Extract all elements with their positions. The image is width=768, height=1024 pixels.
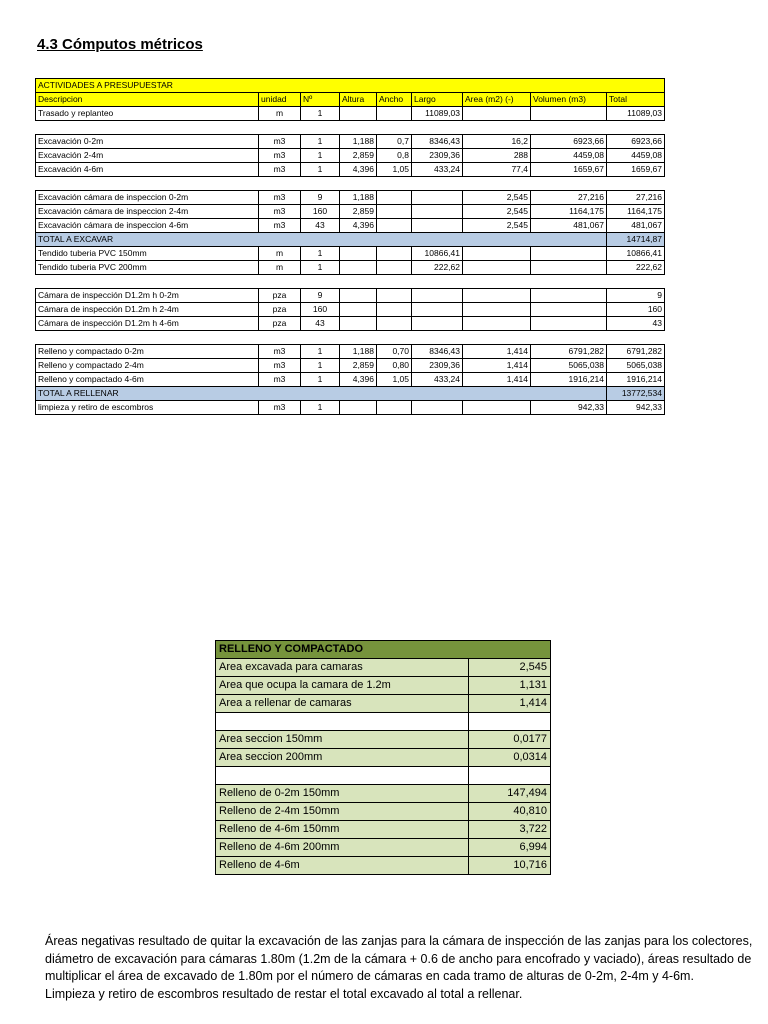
table-cell (377, 317, 412, 331)
table-cell: Relleno y compactado 2-4m (36, 359, 259, 373)
table-cell: Cámara de inspección D1.2m h 4-6m (36, 317, 259, 331)
relleno-row (216, 785, 551, 803)
table-cell: pza (259, 317, 301, 331)
table-cell (340, 107, 377, 121)
table-cell: m3 (259, 149, 301, 163)
table-cell (531, 247, 607, 261)
table-cell: 43 (301, 317, 340, 331)
total-value: 14714,87 (607, 233, 665, 247)
blank-cell (340, 121, 377, 135)
relleno-row (216, 749, 551, 767)
table-cell: 160 (301, 205, 340, 219)
table-cell: 10866,41 (607, 247, 665, 261)
relleno-value: 10,716 (469, 857, 551, 875)
column-header: Altura (340, 93, 377, 107)
table-cell: 1,414 (463, 373, 531, 387)
relleno-value (469, 713, 551, 731)
blank-cell (259, 275, 301, 289)
relleno-value: 1,414 (469, 695, 551, 713)
table-cell: Tendido tuberia PVC 150mm (36, 247, 259, 261)
table-cell: 2309,36 (412, 359, 463, 373)
relleno-value: 3,722 (469, 821, 551, 839)
total-label: TOTAL A EXCAVAR (36, 233, 607, 247)
table-row (36, 373, 665, 387)
blank-cell (412, 177, 463, 191)
table-cell (377, 191, 412, 205)
table-cell: 1 (301, 149, 340, 163)
relleno-value: 2,545 (469, 659, 551, 677)
relleno-header-row (216, 641, 551, 659)
table-cell (377, 107, 412, 121)
table-cell (463, 317, 531, 331)
total-value: 13772,534 (607, 387, 665, 401)
table-cell: 27,216 (531, 191, 607, 205)
table-cell: Excavación cámara de inspeccion 2-4m (36, 205, 259, 219)
table-cell: 8346,43 (412, 135, 463, 149)
blank-cell (412, 275, 463, 289)
blank-cell (259, 121, 301, 135)
table-cell: 481,067 (607, 219, 665, 233)
table-cell (340, 303, 377, 317)
blank-cell (340, 331, 377, 345)
table-cell (340, 317, 377, 331)
table-cell: 1659,67 (607, 163, 665, 177)
header-row (36, 93, 665, 107)
table-cell: 1 (301, 261, 340, 275)
table-cell: 2,859 (340, 149, 377, 163)
table-cell: Tendido tuberia PVC 200mm (36, 261, 259, 275)
relleno-label: Area que ocupa la camara de 1.2m (216, 677, 469, 695)
blank-row (36, 121, 665, 135)
blank-cell (463, 121, 531, 135)
blank-cell (531, 275, 607, 289)
relleno-row (216, 821, 551, 839)
blank-row (36, 177, 665, 191)
table-cell: 6791,282 (531, 345, 607, 359)
table-cell: 6791,282 (607, 345, 665, 359)
table-cell: 16,2 (463, 135, 531, 149)
table-cell (531, 261, 607, 275)
table-cell: Trasado y replanteo (36, 107, 259, 121)
relleno-value: 147,494 (469, 785, 551, 803)
table-cell: 9 (301, 191, 340, 205)
relleno-label: Area seccion 150mm (216, 731, 469, 749)
table-cell (377, 205, 412, 219)
table-cell (412, 205, 463, 219)
table-cell: 1,188 (340, 345, 377, 359)
table-cell: 1 (301, 373, 340, 387)
table-cell: 0,8 (377, 149, 412, 163)
note-paragraph: Limpieza y retiro de escombros resultado de restar el total excavado al total a rellenar. (45, 986, 523, 1001)
table-cell: 288 (463, 149, 531, 163)
column-header: Nº (301, 93, 340, 107)
table-cell: m3 (259, 373, 301, 387)
table-cell (531, 303, 607, 317)
table-cell: 8346,43 (412, 345, 463, 359)
table-cell: 2,859 (340, 205, 377, 219)
table-row (36, 107, 665, 121)
table-cell: 0,70 (377, 345, 412, 359)
blank-cell (412, 331, 463, 345)
table-cell: 4,396 (340, 219, 377, 233)
table-row (36, 219, 665, 233)
table-row (36, 359, 665, 373)
relleno-label: Relleno de 4-6m 200mm (216, 839, 469, 857)
table-cell: 6923,66 (607, 135, 665, 149)
table-cell: m3 (259, 191, 301, 205)
relleno-value: 1,131 (469, 677, 551, 695)
section-header: ACTIVIDADES A PRESUPUESTAR (36, 79, 665, 93)
table-cell: 1,188 (340, 135, 377, 149)
notes (45, 933, 755, 1003)
table-row (36, 345, 665, 359)
table-cell: Excavación 0-2m (36, 135, 259, 149)
table-cell: 433,24 (412, 163, 463, 177)
relleno-row (216, 695, 551, 713)
table-row (36, 163, 665, 177)
table-cell: 1 (301, 401, 340, 415)
table-cell: Relleno y compactado 4-6m (36, 373, 259, 387)
relleno-row (216, 839, 551, 857)
table-cell: 4459,08 (531, 149, 607, 163)
total-row (36, 387, 665, 401)
table-row (36, 261, 665, 275)
blank-cell (340, 177, 377, 191)
blank-cell (531, 121, 607, 135)
blank-cell (463, 331, 531, 345)
table-cell: 11089,03 (412, 107, 463, 121)
table-cell (412, 289, 463, 303)
table-cell: 481,067 (531, 219, 607, 233)
table-cell: 11089,03 (607, 107, 665, 121)
blank-cell (463, 177, 531, 191)
blank-cell (607, 331, 665, 345)
table-cell: 1,188 (340, 191, 377, 205)
table-cell (531, 317, 607, 331)
table-cell: 942,33 (531, 401, 607, 415)
column-header: Total (607, 93, 665, 107)
blank-row (36, 275, 665, 289)
column-header: Area (m2) (-) (463, 93, 531, 107)
relleno-label (216, 767, 469, 785)
table-cell (412, 191, 463, 205)
table-cell: 5065,038 (607, 359, 665, 373)
column-header: Descripcion (36, 93, 259, 107)
table-row (36, 149, 665, 163)
relleno-value: 0,0177 (469, 731, 551, 749)
relleno-value: 40,810 (469, 803, 551, 821)
relleno-row (216, 803, 551, 821)
blank-cell (259, 331, 301, 345)
table-cell: 1916,214 (607, 373, 665, 387)
column-header: Ancho (377, 93, 412, 107)
table-cell: 2,545 (463, 219, 531, 233)
table-cell: 10866,41 (412, 247, 463, 261)
table-cell: 77,4 (463, 163, 531, 177)
table-cell: m3 (259, 163, 301, 177)
table-cell: Excavación 2-4m (36, 149, 259, 163)
table-cell: 4,396 (340, 163, 377, 177)
blank-cell (463, 275, 531, 289)
table-cell (340, 247, 377, 261)
table-cell: m (259, 107, 301, 121)
table-cell (340, 289, 377, 303)
table-cell: Cámara de inspección D1.2m h 0-2m (36, 289, 259, 303)
blank-cell (607, 275, 665, 289)
blank-cell (301, 177, 340, 191)
table-cell (463, 107, 531, 121)
relleno-table (215, 640, 551, 875)
blank-cell (607, 121, 665, 135)
table-cell: Excavación 4-6m (36, 163, 259, 177)
relleno-value (469, 767, 551, 785)
table-cell: 1916,214 (531, 373, 607, 387)
total-row (36, 233, 665, 247)
table-row (36, 303, 665, 317)
column-header: Volumen (m3) (531, 93, 607, 107)
table-cell: 43 (301, 219, 340, 233)
table-row (36, 247, 665, 261)
table-cell: 1 (301, 107, 340, 121)
note-paragraph: Áreas negativas resultado de quitar la excavación de las zanjas para la cámara de inspección de las zanjas para los colectores, diámetro de excavación para cámaras 1.80m (1.2m de la cámara + 0.6 de ancho para encofrado y vaciado), áreas resultado de multiplicar el área de excavado de 1.80m por el número de cámaras en cada tramo de alturas de 0-2m, 2-4m y 4-6m. (45, 934, 753, 983)
table-cell: m3 (259, 205, 301, 219)
table-row (36, 317, 665, 331)
table-row (36, 205, 665, 219)
table-cell (531, 289, 607, 303)
table-cell (377, 247, 412, 261)
table-cell: m3 (259, 359, 301, 373)
blank-cell (531, 331, 607, 345)
page-title: 4.3 Cómputos métricos (37, 36, 203, 53)
table-cell: 4459,08 (607, 149, 665, 163)
relleno-value: 0,0314 (469, 749, 551, 767)
table-cell (463, 401, 531, 415)
table-cell: 2,545 (463, 191, 531, 205)
blank-cell (36, 275, 259, 289)
table-cell (377, 219, 412, 233)
table-cell (531, 107, 607, 121)
table-cell: 1 (301, 163, 340, 177)
table-cell: Excavación cámara de inspeccion 4-6m (36, 219, 259, 233)
table-cell (463, 247, 531, 261)
blank-cell (301, 331, 340, 345)
table-cell: 9 (607, 289, 665, 303)
relleno-label: Relleno de 4-6m 150mm (216, 821, 469, 839)
relleno-row (216, 659, 551, 677)
table-cell: 433,24 (412, 373, 463, 387)
relleno-label: Area a rellenar de camaras (216, 695, 469, 713)
blank-row (216, 767, 551, 785)
table-cell: 1 (301, 359, 340, 373)
table-row (36, 401, 665, 415)
blank-cell (377, 121, 412, 135)
relleno-row (216, 677, 551, 695)
table-cell: 2309,36 (412, 149, 463, 163)
table-cell (412, 317, 463, 331)
blank-cell (36, 331, 259, 345)
table-cell: m3 (259, 135, 301, 149)
table-cell: 1,05 (377, 373, 412, 387)
table-cell: 0,80 (377, 359, 412, 373)
blank-cell (412, 121, 463, 135)
blank-cell (36, 177, 259, 191)
blank-cell (377, 331, 412, 345)
relleno-value: 6,994 (469, 839, 551, 857)
blank-cell (301, 121, 340, 135)
table-cell: 222,62 (412, 261, 463, 275)
blank-cell (377, 177, 412, 191)
table-cell: 2,545 (463, 205, 531, 219)
table-cell: 27,216 (607, 191, 665, 205)
table-cell: 1,414 (463, 359, 531, 373)
table-cell: 1 (301, 247, 340, 261)
table-cell (412, 303, 463, 317)
table-cell: pza (259, 289, 301, 303)
relleno-label (216, 713, 469, 731)
blank-row (216, 713, 551, 731)
table-cell (412, 401, 463, 415)
relleno-row (216, 857, 551, 875)
table-cell: 1 (301, 135, 340, 149)
relleno-row (216, 731, 551, 749)
table-cell: 942,33 (607, 401, 665, 415)
table-cell: 160 (607, 303, 665, 317)
section-header-row (36, 79, 665, 93)
table-cell (463, 303, 531, 317)
table-cell: 43 (607, 317, 665, 331)
table-cell: limpieza y retiro de escombros (36, 401, 259, 415)
table-cell: 1,414 (463, 345, 531, 359)
blank-cell (377, 275, 412, 289)
relleno-label: Area excavada para camaras (216, 659, 469, 677)
blank-row (36, 331, 665, 345)
table-cell: 4,396 (340, 373, 377, 387)
blank-cell (340, 275, 377, 289)
table-cell: m (259, 261, 301, 275)
table-cell (463, 261, 531, 275)
table-cell (340, 401, 377, 415)
total-label: TOTAL A RELLENAR (36, 387, 607, 401)
table-cell: 6923,66 (531, 135, 607, 149)
blank-cell (36, 121, 259, 135)
relleno-label: Relleno de 4-6m (216, 857, 469, 875)
table-cell: 222,62 (607, 261, 665, 275)
budget-table (35, 78, 665, 415)
column-header: unidad (259, 93, 301, 107)
table-cell: m3 (259, 401, 301, 415)
table-cell: 1,05 (377, 163, 412, 177)
table-cell: 1 (301, 345, 340, 359)
table-cell: m3 (259, 219, 301, 233)
blank-cell (301, 275, 340, 289)
table-cell (340, 261, 377, 275)
blank-cell (259, 177, 301, 191)
table-cell (377, 289, 412, 303)
table-cell: 160 (301, 303, 340, 317)
table-cell: 9 (301, 289, 340, 303)
column-header: Largo (412, 93, 463, 107)
table-row (36, 135, 665, 149)
table-cell (377, 303, 412, 317)
table-cell: Excavación cámara de inspeccion 0-2m (36, 191, 259, 205)
table-row (36, 289, 665, 303)
table-cell: 0,7 (377, 135, 412, 149)
table-cell (377, 401, 412, 415)
table-cell: Cámara de inspección D1.2m h 2-4m (36, 303, 259, 317)
table-cell: 1164,175 (531, 205, 607, 219)
table-cell (412, 219, 463, 233)
relleno-label: Area seccion 200mm (216, 749, 469, 767)
table-cell (463, 289, 531, 303)
table-cell: 5065,038 (531, 359, 607, 373)
blank-cell (607, 177, 665, 191)
table-cell: 1164,175 (607, 205, 665, 219)
relleno-label: Relleno de 2-4m 150mm (216, 803, 469, 821)
table-cell: Relleno y compactado 0-2m (36, 345, 259, 359)
table-cell: m (259, 247, 301, 261)
table-cell: m3 (259, 345, 301, 359)
table-cell (377, 261, 412, 275)
table-cell: 1659,67 (531, 163, 607, 177)
table-cell: 2,859 (340, 359, 377, 373)
relleno-label: Relleno de 0-2m 150mm (216, 785, 469, 803)
relleno-title: RELLENO Y COMPACTADO (216, 641, 551, 659)
table-row (36, 191, 665, 205)
blank-cell (531, 177, 607, 191)
table-cell: pza (259, 303, 301, 317)
